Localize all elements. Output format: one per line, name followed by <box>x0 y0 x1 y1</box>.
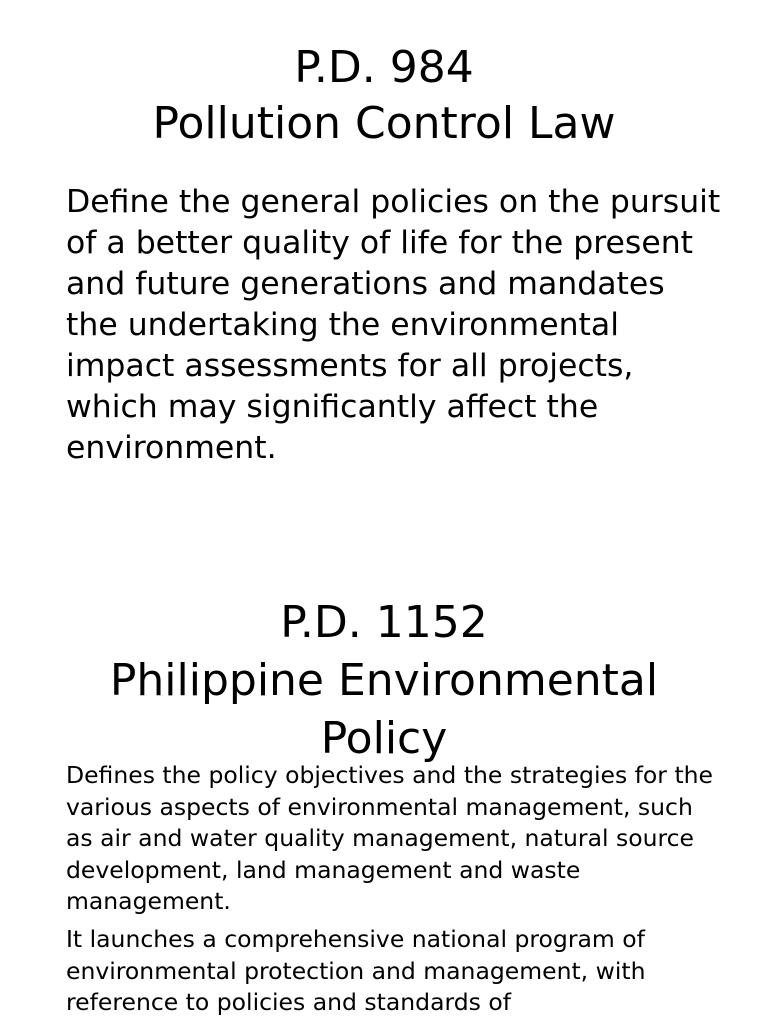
title-line-2: Philippine Environmental <box>109 655 659 706</box>
slide-paragraph-2: It launches a comprehensive national program of environmental protection and management, with reference to policies and standards of <box>66 925 646 1016</box>
title-line-1: P.D. 984 <box>294 42 474 93</box>
slide-title <box>0 580 768 768</box>
slide-paragraph-1: Defines the policy objectives and the strategies for the various aspects of environmental management, such as air and water quality management, natural source development, land management and waste management. <box>66 761 714 915</box>
title-line-2: Pollution Control Law <box>152 98 616 149</box>
slide-title <box>0 0 768 152</box>
slide-body-text: Define the general policies on the pursuit of a better quality of life for the present and future generations and mandates the undertaking the environmental impact assessments for all projects, which may significantly affect the environment. <box>66 184 721 466</box>
slide-pd-1152 <box>0 580 768 1024</box>
title-line-1: P.D. 1152 <box>280 597 488 648</box>
title-line-3: Policy <box>320 713 448 764</box>
